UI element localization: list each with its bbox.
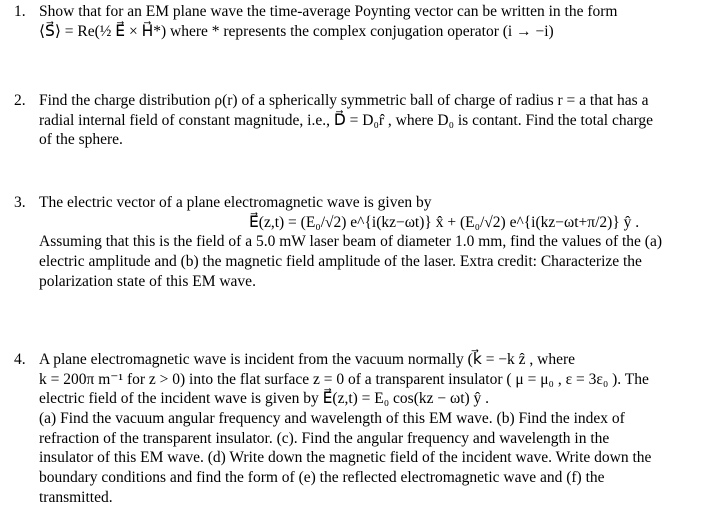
problem-4 xyxy=(14,350,700,507)
problem-text: of the sphere. xyxy=(39,131,123,149)
problem-number: 1. xyxy=(14,3,26,20)
problem-text: k = 200π m⁻¹ for z > 0) into the flat surface z = 0 of a transparent insulator ( μ = μ₀ , ε = 3ε₀ ). The xyxy=(39,370,649,388)
problem-number: 2. xyxy=(14,92,26,109)
problem-text: polarization state of this EM wave. xyxy=(39,272,256,290)
problem-text: electric amplitude and (b) the magnetic field amplitude of the laser. Extra credit: Characterize the xyxy=(39,253,642,271)
problem-2 xyxy=(14,91,700,150)
problem-text: The electric vector of a plane electromagnetic wave is given by xyxy=(39,194,432,211)
problem-1 xyxy=(14,2,700,41)
problem-text: Show that for an EM plane wave the time-average Poynting vector can be written in the form xyxy=(39,3,618,20)
problem-text: (a) Find the vacuum angular frequency and wavelength of this EM wave. (b) Find the index of xyxy=(39,410,625,428)
problem-formula: E⃗(z,t) = (E₀/√2) e^{i(kz−ωt)} x̂ + (E₀/√2) e^{i(kz−ωt+π/2)} ŷ . xyxy=(249,213,640,231)
problem-number: 4. xyxy=(14,351,26,368)
problem-text: insulator of this EM wave. (d) Write down the magnetic field of the incident wave. Write down the xyxy=(39,449,652,467)
problem-text: transmitted. xyxy=(39,488,113,506)
problem-number: 3. xyxy=(14,194,26,211)
problem-text: Find the charge distribution ρ(r) of a spherically symmetric ball of charge of radius r = a that has a xyxy=(39,92,649,109)
problem-text: radial internal field of constant magnitude, i.e., D⃗ = D₀r̂ , where D₀ is contant. Find the total charge xyxy=(39,111,653,129)
problem-text: A plane electromagnetic wave is incident from the vacuum normally (k⃗ = −k ẑ , where xyxy=(39,351,576,368)
problem-text: electric field of the incident wave is given by E⃗(z,t) = E₀ cos(kz − ωt) ŷ . xyxy=(39,390,490,408)
problem-text: boundary conditions and find the form of (e) the reflected electromagnetic wave and (f) the xyxy=(39,469,605,487)
problem-text: Assuming that this is the field of a 5.0 mW laser beam of diameter 1.0 mm, find the values of the (a) xyxy=(39,233,663,251)
problem-3 xyxy=(14,193,700,291)
problem-text: refraction of the transparent insulator. (c). Find the angular frequency and wavelength in the xyxy=(39,429,610,447)
problem-formula: ⟨S⃗⟩ = Re(½ E⃗ × H⃗*) where * represents the complex conjugation operator (i → −i) xyxy=(39,22,554,40)
